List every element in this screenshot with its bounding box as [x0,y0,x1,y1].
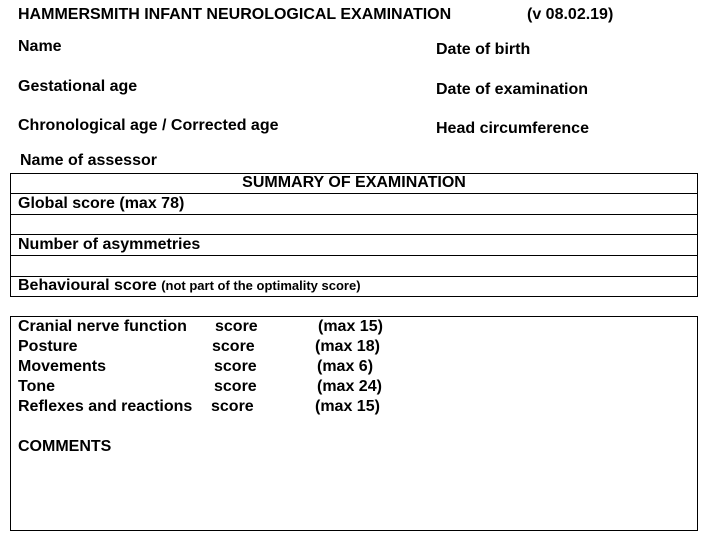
score-row-score: score [215,318,258,335]
score-row-max: (max 6) [317,358,374,375]
divider [10,214,698,215]
asymmetries-label: Number of asymmetries [18,236,201,253]
score-row-label: Tone [18,378,56,395]
behavioural-score-row [18,277,361,295]
score-row-label: Reflexes and reactions [18,398,193,415]
page-title: HAMMERSMITH INFANT NEUROLOGICAL EXAMINATION [18,6,452,23]
divider [10,255,698,256]
chronological-age-label: Chronological age / Corrected age [18,117,279,134]
version-label: (v 08.02.19) [527,6,614,23]
divider [10,193,698,194]
behavioural-note: (not part of the optimality score) [161,278,361,293]
date-of-birth-label: Date of birth [436,41,531,58]
name-label: Name [18,38,62,55]
score-row-label: Movements [18,358,107,375]
date-of-examination-label: Date of examination [436,81,589,98]
score-row-max: (max 15) [315,398,380,415]
score-row-label: Posture [18,338,78,355]
score-row-score: score [214,358,257,375]
behavioural-score-label: Behavioural score [18,277,157,294]
score-row-max: (max 18) [315,338,380,355]
score-row-score: score [212,338,255,355]
score-row-max: (max 24) [317,378,382,395]
gestational-age-label: Gestational age [18,78,138,95]
head-circumference-label: Head circumference [436,120,589,137]
assessor-label: Name of assessor [20,152,157,169]
comments-label: COMMENTS [18,438,112,455]
summary-title: SUMMARY OF EXAMINATION [242,174,466,191]
score-row-label: Cranial nerve function [18,318,187,335]
divider [10,234,698,235]
score-row-score: score [211,398,254,415]
score-row-max: (max 15) [318,318,383,335]
global-score-label: Global score (max 78) [18,195,185,212]
score-row-score: score [214,378,257,395]
